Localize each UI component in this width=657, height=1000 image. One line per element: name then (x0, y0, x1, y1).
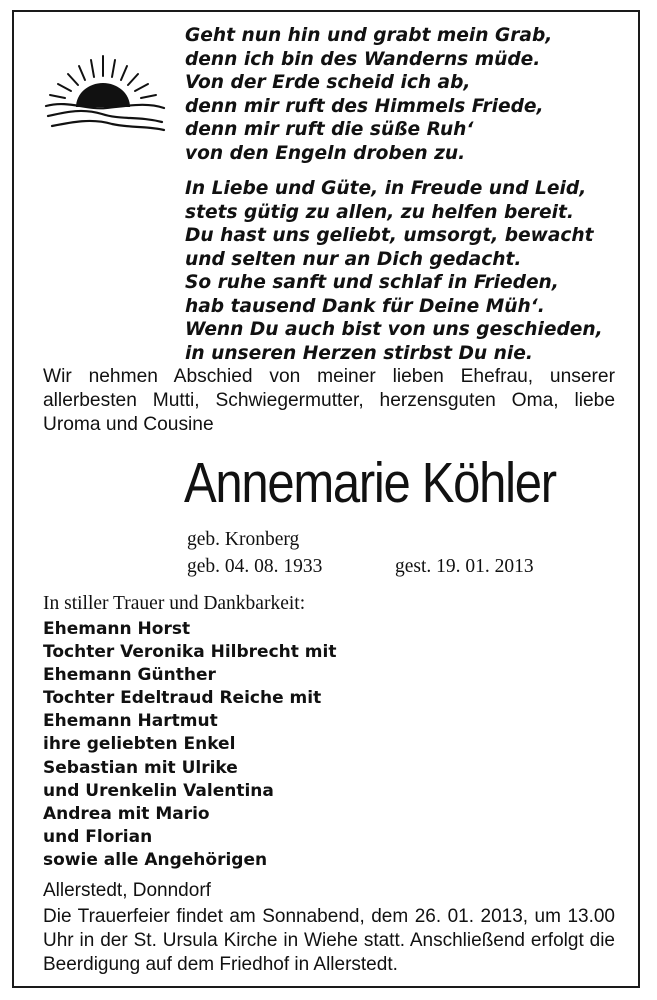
mourning-line: In stiller Trauer und Dankbarkeit: (43, 593, 306, 614)
poem-stanza-1 (185, 24, 625, 165)
poem-line: in unseren Herzen stirbst Du nie. (185, 342, 533, 364)
birth-name: geb. Kronberg (187, 529, 300, 550)
poem-line: Du hast uns geliebt, umsorgt, bewacht (185, 225, 594, 246)
poem-line: Wenn Du auch bist von uns geschieden, (185, 319, 603, 340)
mourner-item: ihre geliebten Enkel (43, 734, 236, 755)
poem-line: denn ich bin des Wanderns müde. (185, 48, 541, 70)
rising-sun-icon (38, 52, 168, 132)
mourner-item: Ehemann Horst (43, 619, 191, 639)
farewell-intro: Wir nehmen Abschied von meiner lieben Ehefrau, unserer allerbesten Mutti, Schwiegermutter, herzensguten Oma, liebe Uroma und Cousine (43, 366, 615, 435)
mourner-item: und Urenkelin Valentina (43, 780, 274, 801)
deceased-name: Annemarie Köhler (184, 451, 556, 515)
place-line: Allerstedt, Donndorf (43, 880, 211, 901)
mourner-item: Sebastian mit Ulrike (43, 757, 238, 778)
death-date: gest. 19. 01. 2013 (395, 556, 534, 577)
poem-line: Geht nun hin und grabt mein Grab, (185, 25, 553, 46)
mourner-item: Ehemann Hartmut (43, 711, 218, 732)
mourner-item: Ehemann Günther (43, 665, 216, 686)
mourner-item: Andrea mit Mario (43, 803, 210, 824)
life-dates (187, 555, 567, 579)
mourners-list (43, 618, 336, 872)
poem-line: denn mir ruft des Himmels Friede, (185, 95, 544, 117)
mourner-item: Tochter Veronika Hilbrecht mit (43, 642, 337, 663)
poem-line: denn mir ruft die süße Ruh‘ (185, 119, 474, 140)
mourner-item: und Florian (43, 826, 153, 847)
poem-line: stets gütig zu allen, zu helfen bereit. (185, 201, 574, 223)
poem-stanza-2 (185, 177, 625, 365)
poem (185, 24, 625, 365)
mourner-item: Tochter Edeltraud Reiche mit (43, 688, 322, 709)
funeral-notice: Die Trauerfeier findet am Sonnabend, dem 26. 01. 2013, um 13.00 Uhr in der St. Ursula Kirche in Wiehe statt. Anschließend erfolgt die Beerdigung auf dem Friedhof in Allerstedt. (43, 906, 615, 975)
birth-date: geb. 04. 08. 1933 (187, 556, 323, 577)
poem-line: hab tausend Dank für Deine Müh‘. (185, 295, 545, 317)
poem-line: Von der Erde scheid ich ab, (185, 72, 471, 93)
poem-line: von den Engeln droben zu. (185, 142, 466, 164)
poem-line: So ruhe sanft und schlaf in Frieden, (185, 272, 559, 293)
poem-line: In Liebe und Güte, in Freude und Leid, (185, 178, 587, 199)
poem-line: und selten nur an Dich gedacht. (185, 248, 522, 270)
mourner-item: sowie alle Angehörigen (43, 849, 268, 870)
